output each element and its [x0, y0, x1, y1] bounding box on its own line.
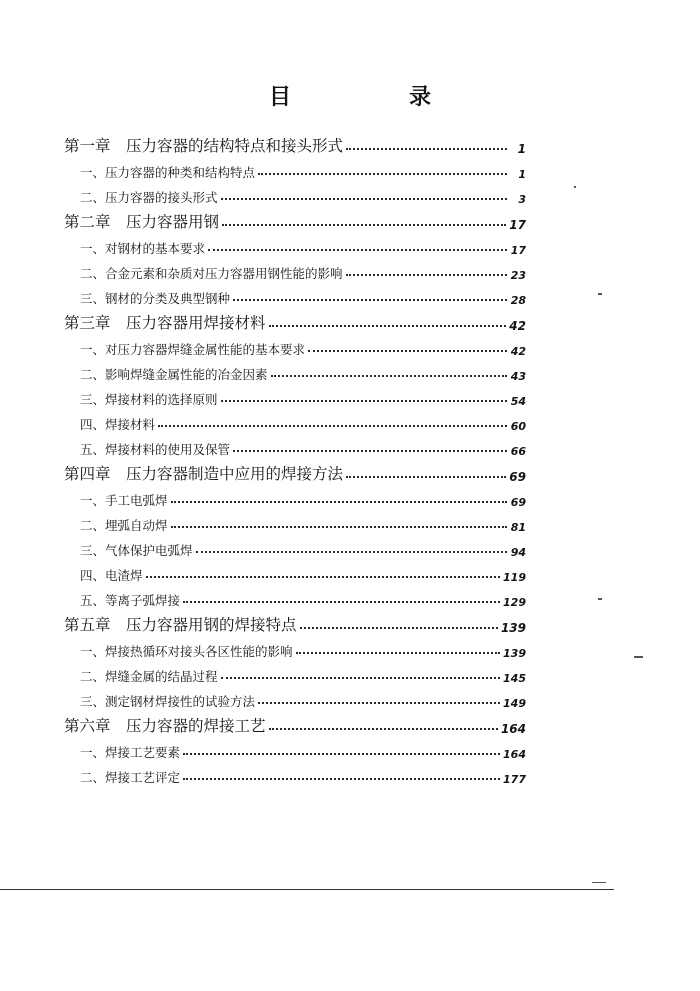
toc-page-number: 164 [500, 722, 526, 736]
toc-entry-title: 一、焊接热循环对接头各区性能的影响 [80, 644, 293, 659]
dot-leader [196, 551, 507, 553]
toc-page-number: 177 [503, 773, 526, 786]
toc-section-entry [64, 333, 526, 358]
dot-leader [233, 450, 507, 452]
toc-entry-title: 一、压力容器的种类和结构特点 [80, 165, 256, 180]
dot-leader [346, 274, 507, 276]
toc-section-entry [64, 559, 526, 584]
toc-entry-title: 三、焊接材料的选择原则 [80, 392, 218, 407]
scan-speck [574, 186, 576, 188]
toc-page-number: 129 [503, 596, 526, 609]
toc-section-entry [64, 232, 526, 257]
toc-section-entry [64, 635, 526, 660]
toc-page-number: 54 [510, 395, 526, 408]
dot-leader [221, 198, 507, 200]
toc-section-entry [64, 660, 526, 685]
dot-leader [183, 753, 500, 755]
toc-page-number: 60 [510, 420, 526, 433]
toc-section-entry [64, 736, 526, 761]
scan-speck [598, 293, 602, 295]
bottom-divider [0, 889, 614, 890]
toc-chapter-entry [64, 609, 526, 635]
toc-page-number: 145 [503, 672, 526, 685]
toc-page-number: 119 [503, 571, 526, 584]
toc-page-number: 3 [518, 193, 526, 206]
toc-entry-title: 第三章 压力容器用焊接材料 [64, 314, 266, 332]
dot-leader [208, 249, 507, 251]
dot-leader [269, 325, 507, 327]
dot-leader [308, 350, 507, 352]
dot-leader [269, 728, 498, 730]
toc-entry-title: 一、手工电弧焊 [80, 493, 168, 508]
scan-speck [634, 656, 643, 658]
toc-page-number: 1 [517, 142, 526, 156]
dot-leader [271, 375, 507, 377]
toc-page-number: 81 [510, 521, 526, 534]
toc-entry-title: 二、影响焊缝金属性能的冶金因素 [80, 367, 268, 382]
toc-chapter-entry [64, 130, 526, 156]
dot-leader [221, 677, 501, 679]
toc-entry-title: 一、焊接工艺要素 [80, 745, 181, 760]
toc-chapter-entry [64, 458, 526, 484]
scan-speck [592, 882, 606, 883]
dot-leader [158, 425, 507, 427]
dot-leader [300, 627, 498, 629]
toc-entry-title: 四、电渣焊 [80, 568, 143, 583]
toc-entry-title: 四、焊接材料 [80, 417, 156, 432]
toc-section-entry [64, 383, 526, 408]
toc-entry-title: 第六章 压力容器的焊接工艺 [64, 717, 266, 735]
table-of-contents [64, 130, 526, 786]
dot-leader [346, 476, 506, 478]
toc-page-number: 1 [518, 168, 526, 181]
toc-entry-title: 二、焊缝金属的结晶过程 [80, 669, 218, 684]
toc-entry-title: 第二章 压力容器用钢 [64, 213, 220, 231]
toc-section-entry [64, 358, 526, 383]
toc-section-entry [64, 584, 526, 609]
dot-leader [221, 400, 507, 402]
toc-entry-title: 二、合金元素和杂质对压力容器用钢性能的影响 [80, 266, 343, 281]
toc-entry-title: 五、焊接材料的使用及保管 [80, 442, 231, 457]
toc-page-number: 23 [510, 269, 526, 282]
toc-section-entry [64, 484, 526, 509]
toc-entry-title: 三、测定钢材焊接性的试验方法 [80, 694, 256, 709]
dot-leader [183, 778, 500, 780]
toc-section-entry [64, 408, 526, 433]
dot-leader [296, 652, 501, 654]
toc-section-entry [64, 282, 526, 307]
toc-page-number: 94 [510, 546, 526, 559]
scan-speck [598, 598, 602, 600]
dot-leader [258, 702, 500, 704]
dot-leader [258, 173, 507, 175]
toc-section-entry [64, 181, 526, 206]
toc-page-number: 17 [510, 244, 526, 257]
toc-page-number: 42 [509, 319, 526, 333]
page-title: 目 录 [268, 85, 479, 110]
toc-entry-title: 二、埋弧自动焊 [80, 518, 168, 533]
toc-entry-title: 第一章 压力容器的结构特点和接头形式 [64, 137, 344, 155]
toc-section-entry [64, 761, 526, 786]
toc-page-number: 149 [503, 697, 526, 710]
toc-page-number: 43 [510, 370, 526, 383]
dot-leader [171, 501, 507, 503]
toc-section-entry [64, 685, 526, 710]
toc-chapter-entry [64, 206, 526, 232]
toc-section-entry [64, 509, 526, 534]
toc-chapter-entry [64, 307, 526, 333]
toc-section-entry [64, 534, 526, 559]
toc-entry-title: 三、气体保护电弧焊 [80, 543, 193, 558]
dot-leader [171, 526, 507, 528]
toc-section-entry [64, 156, 526, 181]
toc-section-entry [64, 433, 526, 458]
toc-entry-title: 第五章 压力容器用钢的焊接特点 [64, 616, 297, 634]
toc-section-entry [64, 257, 526, 282]
toc-entry-title: 三、钢材的分类及典型钢种 [80, 291, 231, 306]
dot-leader [346, 148, 507, 150]
toc-page-number: 69 [510, 496, 526, 509]
toc-entry-title: 二、压力容器的接头形式 [80, 190, 218, 205]
toc-entry-title: 一、对压力容器焊缝金属性能的基本要求 [80, 342, 306, 357]
toc-page-number: 17 [509, 218, 526, 232]
dot-leader [233, 299, 507, 301]
toc-page-number: 139 [503, 647, 526, 660]
dot-leader [183, 601, 500, 603]
toc-page-number: 69 [509, 470, 526, 484]
toc-entry-title: 一、对钢材的基本要求 [80, 241, 206, 256]
toc-page-number: 139 [500, 621, 526, 635]
toc-page-number: 66 [510, 445, 526, 458]
dot-leader [146, 576, 501, 578]
toc-chapter-entry [64, 710, 526, 736]
toc-page-number: 42 [510, 345, 526, 358]
toc-page-number: 28 [510, 294, 526, 307]
dot-leader [222, 224, 506, 226]
toc-entry-title: 第四章 压力容器制造中应用的焊接方法 [64, 465, 344, 483]
toc-entry-title: 五、等离子弧焊接 [80, 593, 181, 608]
toc-entry-title: 二、焊接工艺评定 [80, 770, 181, 785]
toc-page-number: 164 [503, 748, 526, 761]
